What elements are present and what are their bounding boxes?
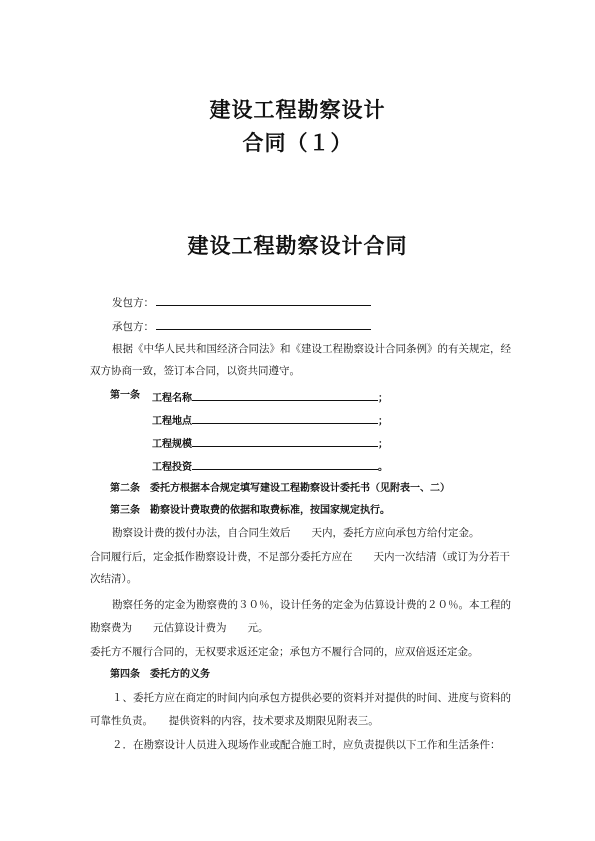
paragraph-3-line1: 勘察任务的定金为勘察费的３０％，设计任务的定金为估算设计费的２０％。本工程的 — [112, 599, 511, 611]
article2: 第二条 委托方根据本合规定填写建设工程勘察设计委托书（见附表一、二） — [110, 483, 450, 494]
article1-item-1 — [152, 389, 582, 406]
preamble-line1: 根据《中华人民共和国经济合同法》和《建设工程勘察设计合同条例》的有关规定，经 — [112, 343, 511, 355]
paragraph-2-line1: 合同履行后，定金抵作勘察设计费，不足部分委托方应在 天内一次结清（或订为分若干 — [90, 551, 510, 563]
item-label: 工程名称 — [152, 393, 192, 404]
item-end: ； — [378, 393, 388, 404]
contractor-line — [112, 318, 542, 334]
paragraph-1: 勘察设计费的拨付办法，自合同生效后 天内，委托方应向承包方给付定金。 — [112, 527, 480, 539]
contractor-label: 承包方： — [112, 321, 154, 333]
contract-title: 建设工程勘察设计合同 — [187, 234, 408, 258]
article1-heading: 第一条 — [110, 390, 140, 401]
cover-title-line1: 建设工程勘察设计 — [209, 98, 386, 122]
item-end: ； — [378, 416, 388, 427]
article1-item-4 — [152, 458, 582, 475]
paragraph-4: 委托方不履行合同的，无权要求返还定金；承包方不履行合同的，应双倍返还定金。 — [90, 646, 479, 658]
item-blank — [192, 389, 378, 401]
item-blank — [192, 412, 378, 424]
article3: 第三条 勘察设计费取费的依据和取费标准，按国家规定执行。 — [110, 505, 390, 516]
paragraph-3-line2: 勘察费为 元估算设计费为 元。 — [90, 622, 269, 634]
employer-line — [112, 294, 542, 310]
item-label: 工程规模 — [152, 439, 192, 450]
employer-label: 发包方： — [112, 297, 154, 309]
item-label: 工程投资 — [152, 462, 192, 473]
preamble-line2: 双方协商一致，签订本合同，以资共同遵守。 — [90, 365, 300, 377]
item-blank — [192, 458, 378, 470]
item-end: ； — [378, 439, 388, 450]
article1-item-2 — [152, 412, 582, 429]
article1-item-3 — [152, 435, 582, 452]
item-end: 。 — [378, 462, 388, 473]
article4-item1-line1: １、委托方应在商定的时间内向承包方提供必要的资料并对提供的时间、进度与资料的 — [112, 692, 511, 704]
article4-item1-line2: 可靠性负责。 提供资料的内容，技术要求及期限见附表三。 — [90, 715, 379, 727]
article4-item2-line1: ２．在勘察设计人员进入现场作业或配合施工时，应负责提供以下工作和生活条件： — [112, 739, 501, 751]
employer-blank — [156, 294, 371, 306]
paragraph-2-line2: 次结清）。 — [90, 573, 138, 585]
contractor-blank — [156, 318, 371, 330]
cover-title-line2: 合同（１） — [242, 131, 353, 155]
article4-heading: 第四条 委托方的义务 — [110, 669, 210, 680]
item-blank — [192, 435, 378, 447]
item-label: 工程地点 — [152, 416, 192, 427]
